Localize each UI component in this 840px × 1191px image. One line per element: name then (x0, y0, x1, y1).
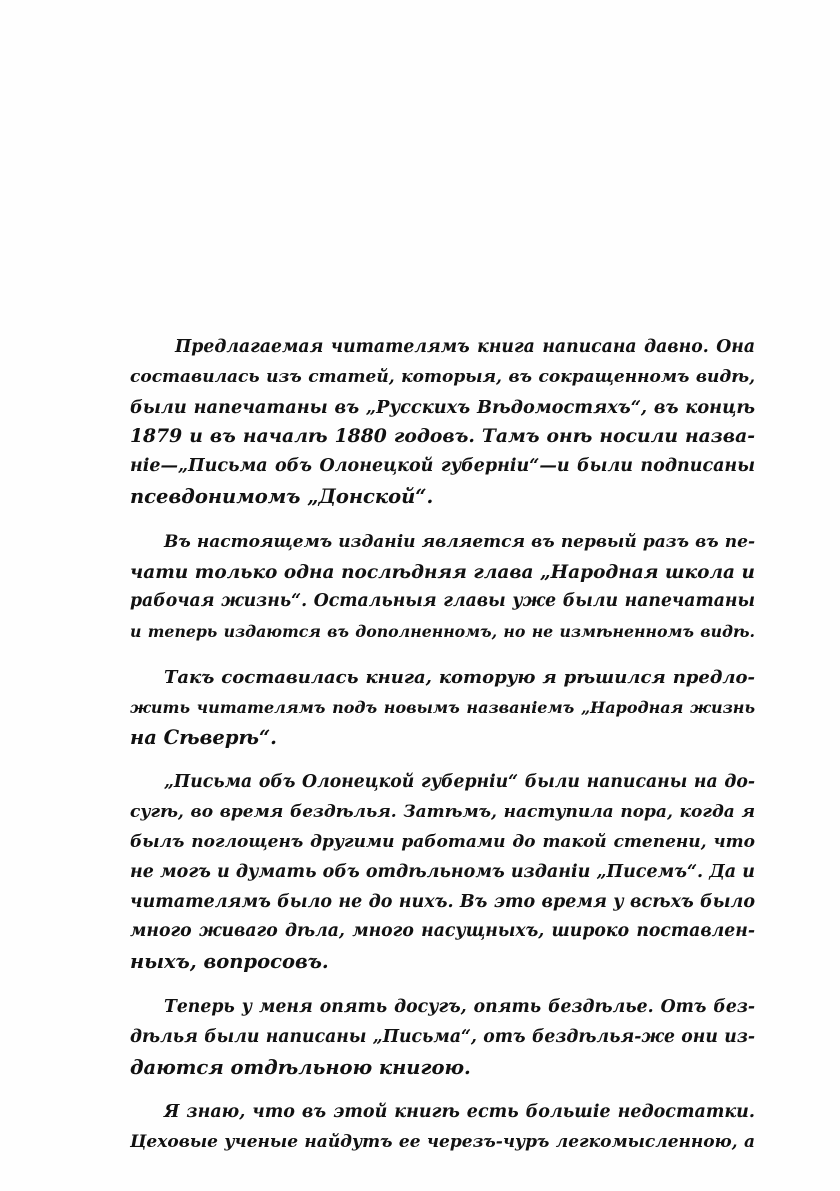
text-line: сугѣ, во время бездѣлья. Затѣмъ, наступила пора, когда я (130, 802, 755, 823)
text-line: Предлагаемая читателямъ книга написана давно. Она (175, 337, 755, 357)
text-line: и теперь издаются въ дополненномъ, но не измѣненномъ видѣ. (130, 622, 755, 642)
text-line: были напечатаны въ „Русскихъ Вѣдомостяхъ“, въ концѣ (130, 396, 755, 418)
text-line: Теперь у меня опять досугъ, опять бездѣлье. Отъ без- (164, 996, 755, 1017)
text-line: ніе—„Письма объ Олонецкой губерніи“—и были подписаны (130, 456, 755, 477)
text-line: Цеховые ученые найдутъ ее черезъ-чуръ легкомысленною, а (130, 1132, 755, 1153)
text-line: Въ настоящемъ изданіи является въ первый разъ въ пе- (164, 531, 755, 552)
text-line: 1879 и въ началѣ 1880 годовъ. Тамъ онѣ носили назва- (130, 425, 755, 448)
text-line: Такъ составилась книга, которую я рѣшился предло- (164, 666, 755, 688)
text-line: дѣлья были написаны „Письма“, отъ бездѣлья-же они из- (130, 1026, 755, 1047)
text-line: составилась изъ статей, которыя, въ сокращенномъ видѣ, (130, 366, 755, 387)
page-text (130, 333, 755, 1174)
paragraph-4 (130, 768, 755, 977)
text-line: много живаго дѣла, много насущныхъ, широко поставлен- (130, 921, 755, 942)
paragraph-6 (130, 1098, 755, 1158)
text-line: даются отдѣльною книгою. (130, 1055, 471, 1079)
paragraph-2 (130, 528, 755, 647)
text-line: ныхъ, вопросовъ. (130, 950, 329, 974)
paragraph-3 (130, 663, 755, 752)
text-line: чати только одна послѣдняя глава „Народная школа и (130, 561, 755, 583)
text-line: былъ поглощенъ другими работами до такой степени, что (130, 831, 755, 852)
text-line: псевдонимомъ „Донской“. (130, 484, 434, 508)
text-line: Я знаю, что въ этой книгѣ есть большіе недостатки. (164, 1102, 755, 1123)
text-line: „Письма объ Олонецкой губерніи“ были написаны на до- (164, 772, 755, 793)
text-line: рабочая жизнь“. Остальныя главы уже были напечатаны (130, 591, 755, 612)
paragraph-1 (130, 333, 755, 512)
paragraph-5 (130, 993, 755, 1082)
text-line: читателямъ было не до нихъ. Въ это время у всѣхъ было (130, 891, 755, 912)
text-line: не могъ и думать объ отдѣльномъ изданіи „Писемъ“. Да и (130, 861, 755, 882)
text-line: на Сѣверѣ“. (130, 725, 277, 749)
text-line: жить читателямъ подъ новымъ названіемъ „Народная жизнь (130, 697, 755, 717)
